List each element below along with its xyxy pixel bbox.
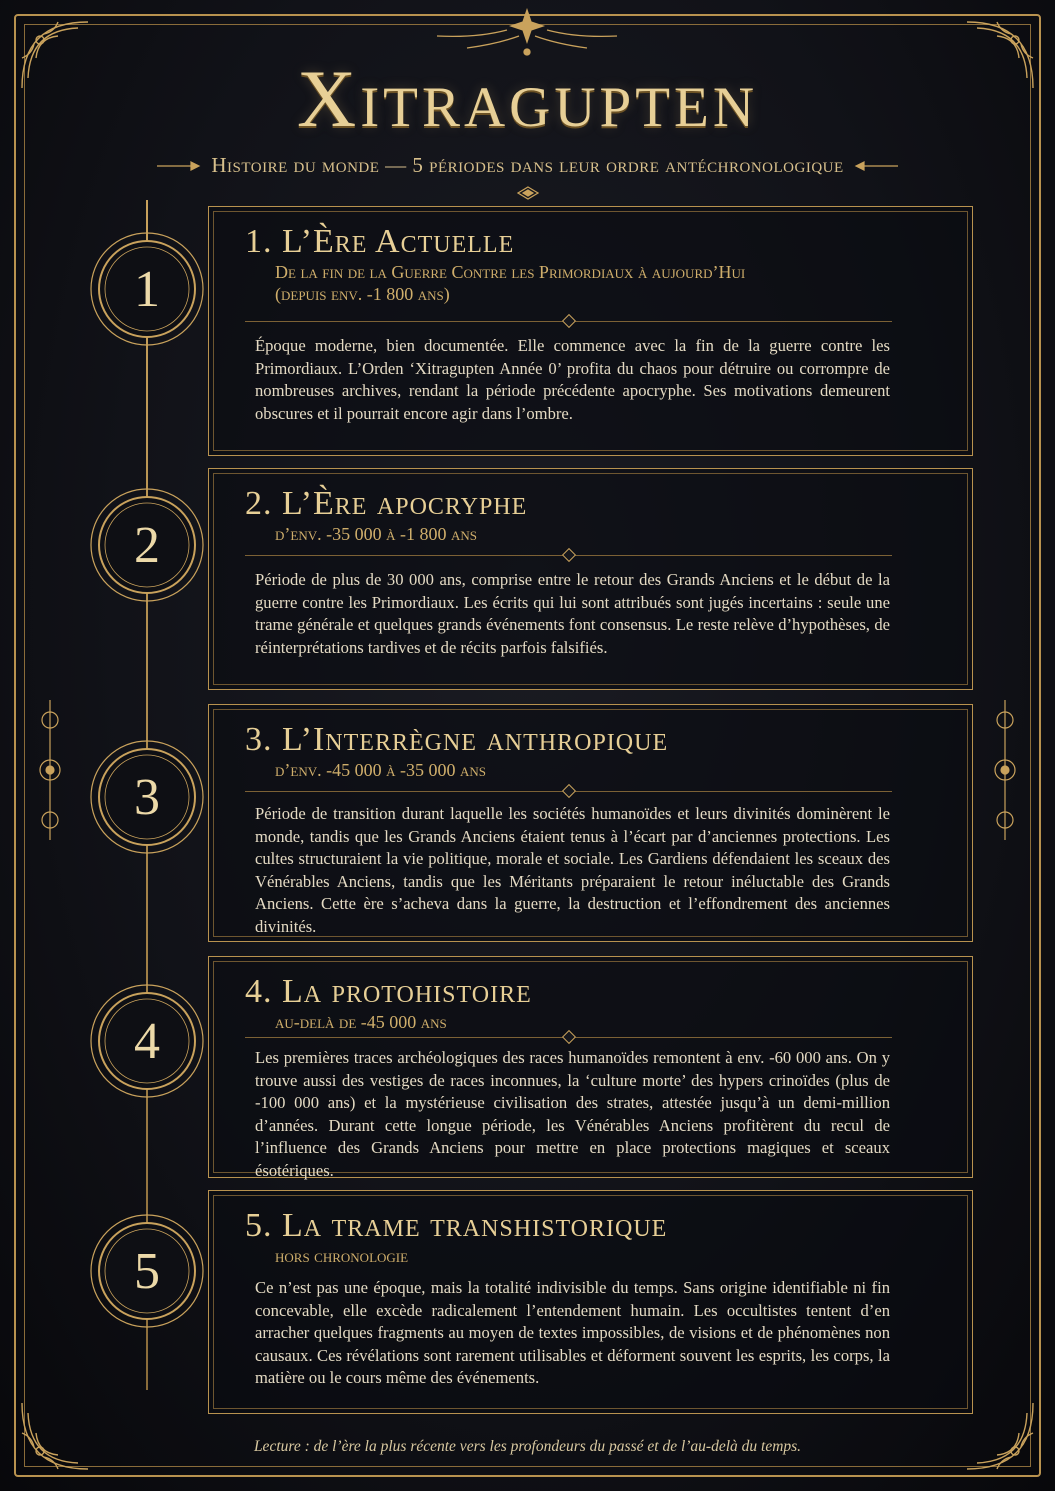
arrow-ornament-icon — [854, 158, 898, 172]
period-card-2 — [208, 468, 973, 690]
card-title: 2. L’Ère apocryphe — [245, 485, 528, 522]
card-header — [245, 721, 952, 781]
card-separator — [245, 1037, 892, 1038]
card-dates: d’env. -35 000 à -1 800 ans — [275, 524, 477, 544]
card-title: 5. La trame transhistorique — [245, 1207, 668, 1244]
card-dates: De la fin de la Guerre Contre les Primordiaux à aujourd’Hui — [275, 262, 746, 282]
card-body: Ce n’est pas une époque, mais la totalité indivisible du temps. Sans origine identifiable ni fin concevable, elle excède radicalement l’entendement humain. Les occultistes tentent d’en arracher quelques fragments au moyen de textes impossibles, de visions et de phénomènes non causaux. Ces révélations sont rarement utilisables et déforment souvent les esprits, les corps, la matière ou le cours même des événements. — [255, 1278, 890, 1387]
card-dates: (depuis env. -1 800 ans) — [275, 284, 450, 304]
period-card-1 — [208, 206, 973, 456]
card-separator — [245, 321, 892, 322]
diamond-ornament-icon — [517, 185, 539, 199]
side-ornament-icon — [989, 700, 1021, 840]
page-title: Xitragupten — [296, 53, 759, 144]
card-body: Période de plus de 30 000 ans, comprise entre le retour des Grands Anciens et le début de la guerre contre les Primordiaux. Les écrits qui lui sont attribués sont jugés incertains : seule une trame générale et quelques grands événements font consensus. Le reste relève d’hypothèses, de réinterprétations tardives et de récits parfois falsifiés. — [255, 570, 890, 657]
card-body: Les premières traces archéologiques des races humanoïdes remontent à env. -60 000 ans. On y trouve aussi des vestiges de races inconnues, la ‘culture morte’ des hypers crinoïdes (plus de -100 000 ans) et la mystérieuse civilisation des strates, attestée jusqu’à un demi-million d’années. Durant cette longue période, les Vénérables Anciens profitèrent du recul de l’influence des Grands Anciens pour mettre en place protections magiques et sceaux ésotériques. — [255, 1048, 890, 1180]
arrow-ornament-icon — [157, 158, 201, 172]
card-separator — [245, 791, 892, 792]
side-ornament-icon — [34, 700, 66, 840]
node-number: 4 — [134, 1012, 160, 1070]
card-dates: hors chronologie — [275, 1246, 409, 1266]
period-card-5 — [208, 1190, 973, 1414]
card-header — [245, 223, 952, 305]
timeline-node-4 — [86, 980, 208, 1102]
card-dates: au-delà de -45 000 ans — [275, 1012, 447, 1032]
node-number: 3 — [134, 768, 160, 826]
timeline-node-5 — [86, 1210, 208, 1332]
subtitle-row — [0, 150, 1055, 180]
period-card-4 — [208, 956, 973, 1178]
card-header — [245, 973, 952, 1033]
card-title: 4. La protohistoire — [245, 973, 532, 1010]
page-subtitle: Histoire du monde — 5 périodes dans leur ordre antéchronologique — [211, 152, 844, 177]
reading-note: Lecture : de l’ère la plus récente vers les profondeurs du passé et de l’au-delà du temps. — [253, 1438, 802, 1455]
card-header — [245, 1207, 952, 1267]
node-number: 2 — [134, 516, 160, 574]
node-number: 5 — [134, 1242, 160, 1300]
card-title: 3. L’Interrègne anthropique — [245, 721, 669, 758]
card-header — [245, 485, 952, 545]
timeline-node-2 — [86, 484, 208, 606]
timeline-node-1 — [86, 228, 208, 350]
card-title: 1. L’Ère Actuelle — [245, 223, 515, 260]
card-body: Époque moderne, bien documentée. Elle commence avec la fin de la guerre contre les Primordiaux. L’Orden ‘Xitragupten Année 0’ profita du chaos pour détruire ou corrompre de nombreuses archives, rendant la période précédente apocryphe. Ses motivations demeurent obscures et il pourrait encore agir dans l’ombre. — [255, 336, 890, 423]
card-dates: d’env. -45 000 à -35 000 ans — [275, 760, 486, 780]
node-number: 1 — [134, 260, 160, 318]
period-card-3 — [208, 704, 973, 942]
timeline-node-3 — [86, 736, 208, 858]
card-separator — [245, 555, 892, 556]
corner-flourish-icon — [18, 1393, 98, 1473]
card-body: Période de transition durant laquelle les sociétés humanoïdes et leurs divinités dominèrent le monde, tandis que les Grands Anciens étaient tenus à l’écart par d’anciennes protections. Les cultes structuraient la vie politique, morale et sociale. Les Gardiens défendaient les sceaux des Vénérables Anciens, tandis que les Méritants préparaient le retour inéluctable des Grands Anciens. Cette ère s’acheva dans la guerre, la destruction et l’effondrement des anciennes divinités. — [255, 804, 890, 936]
